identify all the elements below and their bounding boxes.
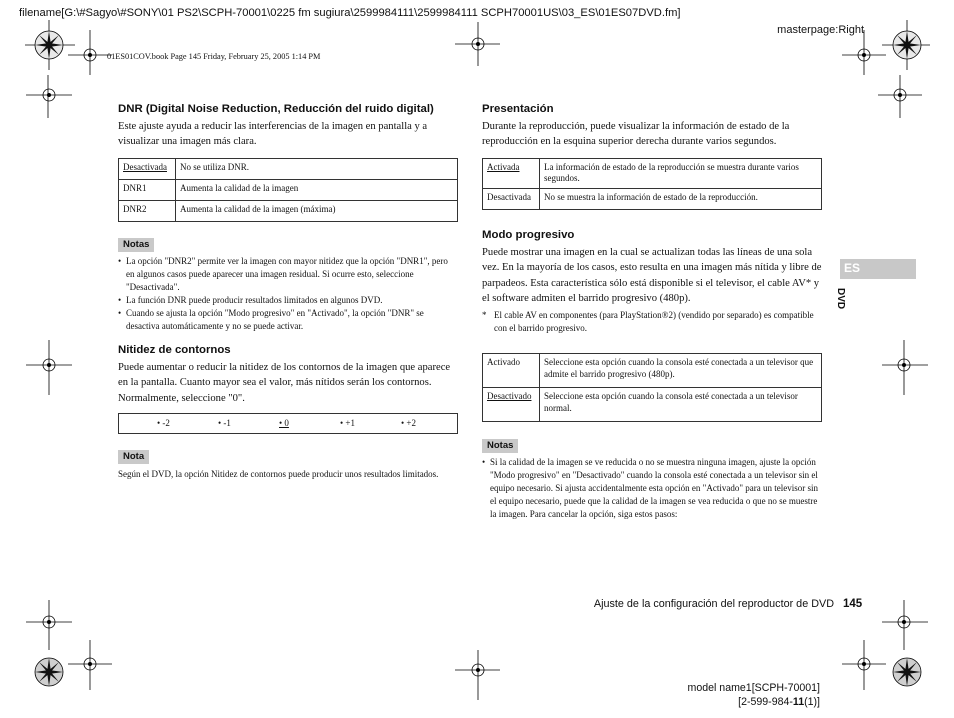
dnr-value: No se utiliza DNR. bbox=[176, 158, 458, 179]
table-row bbox=[119, 200, 458, 221]
option-item: • 0 bbox=[279, 418, 289, 429]
list-item: • Si la calidad de la imagen se ve reducida o no se muestra ninguna imagen, ajuste la opción "Modo progresivo" en "Desactivado" cuando la consola esté conectada a un televisor sin el equipo necesario. Si ajusta accidentalmente esta opción en "Activado" para un televisor sin el equipo necesario, puede que la calidad de la imagen se vea reducida o que no se muestre la imagen. Para cancelar la opción, siga estos pasos: bbox=[482, 456, 822, 521]
presentacion-intro: Durante la reproducción, puede visualizar la información de estado de la reproducción en la esquina superior derecha durante varios segundos. bbox=[482, 121, 790, 148]
section-tab: DVD bbox=[835, 288, 846, 310]
option-item: • +2 bbox=[401, 418, 416, 429]
masterpage-label: masterpage:Right bbox=[777, 24, 864, 36]
progresivo-heading: Modo progresivo bbox=[482, 228, 575, 241]
list-item: • La opción "DNR2" permite ver la imagen con mayor nitidez que la opción "DNR1", pero en algunos casos puede aparecer una imagen residual. Si ocurre esto, seleccione "Desactivada". bbox=[118, 255, 458, 294]
notes-label: Notas bbox=[482, 439, 518, 453]
part-code-c: (1)] bbox=[804, 696, 820, 708]
footnote-text: El cable AV en componentes (para PlayStation®2) (vendido por separado) es compatible con el barrido progresivo. bbox=[494, 310, 814, 334]
notes-label: Notas bbox=[118, 238, 154, 252]
nitidez-note: Según el DVD, la opción Nitidez de contornos puede producir unos resultados limitados. bbox=[118, 469, 439, 480]
part-code bbox=[688, 695, 821, 709]
table-row bbox=[119, 158, 458, 179]
right-column bbox=[482, 102, 822, 521]
footer-title: Ajuste de la configuración del reproductor de DVD bbox=[593, 598, 834, 610]
book-info-line: 01ES01COV.book Page 145 Friday, February 25, 2005 1:14 PM bbox=[107, 52, 321, 61]
dnr-value: Aumenta la calidad de la imagen bbox=[176, 179, 458, 200]
table-row bbox=[483, 354, 822, 388]
table-row bbox=[119, 179, 458, 200]
part-code-a: [2-599-984- bbox=[738, 696, 793, 708]
presentacion-key: Desactivada bbox=[483, 188, 540, 209]
note-label: Nota bbox=[118, 450, 149, 464]
option-item: • -2 bbox=[157, 418, 170, 429]
list-item: • La función DNR puede producir resultados limitados en algunos DVD. bbox=[118, 294, 458, 307]
page-number: 145 bbox=[843, 598, 863, 610]
nitidez-intro: Puede aumentar o reducir la nitidez de los contornos de la imagen que aparece en la pantalla. Cuanto mayor sea el valor, más nítidos serán los contornos. Normalmente, seleccione "0". bbox=[118, 361, 451, 404]
nitidez-options bbox=[118, 413, 458, 434]
option-item: • +1 bbox=[340, 418, 355, 429]
presentacion-key: Activada bbox=[483, 158, 540, 188]
language-tab bbox=[840, 259, 916, 279]
dnr-table bbox=[118, 158, 458, 222]
filename-header: filename[G:\#Sagyo\#SONY\01 PS2\SCPH-70001\0225 fm sugiura\2599984111\2599984111 SCPH70001US\03_ES\01ES07DVD.fm] bbox=[19, 7, 681, 19]
presentacion-value: La información de estado de la reproducción se muestra durante varios segundos. bbox=[540, 158, 822, 188]
dnr-notes-list bbox=[118, 255, 458, 333]
presentacion-value: No se muestra la información de estado de la reproducción. bbox=[540, 188, 822, 209]
dnr-key: DNR1 bbox=[119, 179, 176, 200]
progresivo-intro: Puede mostrar una imagen en la cual se actualizan todas las líneas de una sola vez. En la mayoría de los casos, esto resulta en una imagen más nítida y libre de parpadeos. Esta característica sólo está disponible si el televisor, el cable AV* y el software admiten el barrido progresivo (480p). bbox=[482, 246, 822, 305]
table-row bbox=[483, 188, 822, 209]
model-name: model name1[SCPH-70001] bbox=[687, 682, 820, 694]
presentacion-heading: Presentación bbox=[482, 103, 554, 115]
table-row bbox=[483, 158, 822, 188]
model-info bbox=[688, 681, 821, 709]
list-item: • Cuando se ajusta la opción "Modo progresivo" en "Activado", la opción "DNR" se desactiva automáticamente y no se puede activar. bbox=[118, 307, 458, 333]
table-row bbox=[483, 388, 822, 422]
dnr-heading: DNR (Digital Noise Reduction, Reducción del ruido digital) bbox=[118, 103, 434, 115]
footnote bbox=[482, 309, 822, 335]
nitidez-heading: Nitidez de contornos bbox=[118, 343, 231, 356]
option-item: • -1 bbox=[218, 418, 231, 429]
progresivo-key: Activado bbox=[483, 354, 540, 388]
dnr-intro: Este ajuste ayuda a reducir las interferencias de la imagen en pantalla y a visualizar una imagen más clara. bbox=[118, 121, 428, 148]
language-tab-label: ES bbox=[844, 261, 861, 275]
dnr-key: DNR2 bbox=[119, 200, 176, 221]
progresivo-value: Seleccione esta opción cuando la consola esté conectada a un televisor que admite el barrido progresivo (480p). bbox=[540, 354, 822, 388]
dnr-value: Aumenta la calidad de la imagen (máxima) bbox=[176, 200, 458, 221]
footnote-star: * bbox=[482, 310, 487, 321]
progresivo-value: Seleccione esta opción cuando la consola esté conectada a un televisor normal. bbox=[540, 388, 822, 422]
progresivo-table bbox=[482, 353, 822, 422]
dnr-key: Desactivada bbox=[119, 158, 176, 179]
part-code-b: 11 bbox=[792, 696, 805, 708]
progresivo-notes-list bbox=[482, 456, 822, 521]
presentacion-table bbox=[482, 158, 822, 210]
left-column bbox=[118, 102, 458, 481]
progresivo-key: Desactivado bbox=[483, 388, 540, 422]
